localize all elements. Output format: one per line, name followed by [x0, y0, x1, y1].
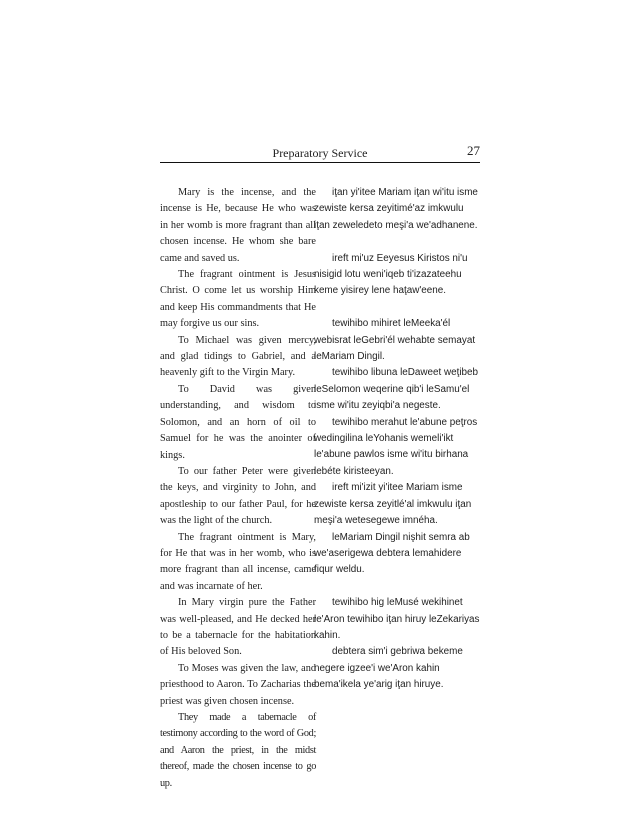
- english-paragraph: The fragrant ointment is Jesus Christ. O come let us worship Him and keep His commandments that He may forgive us our sins.: [160, 269, 316, 330]
- transliteration-paragraph: tewihibo hig leMusé wekihinet le'Aron tewihibo iţan hiruy leZekariyas kahin.: [314, 597, 480, 641]
- english-paragraph: To our father Peter were given the keys, and virginity to John, and apostleship to our father Paul, for he was the light of the church.: [160, 465, 316, 527]
- transliteration-paragraph: leMariam Dingil nişhit semra ab we'aserigewa debtera lemahidere fiqur weldu.: [314, 531, 470, 576]
- transliteration-paragraph: debtera sim'i gebriwa bekeme negere igzee'i we'Aron kahin bema'ikela ye'arig iţan hiruye.: [314, 646, 463, 691]
- english-column: [160, 185, 316, 792]
- running-head: [160, 144, 480, 162]
- transliteration-paragraph: tewihibo mihiret leMeeka'él webisrat leGebri'él wehabte semayat leMariam Dingil.: [314, 318, 476, 363]
- english-paragraph: In Mary virgin pure the Father was well-pleased, and He decked her to be a tabernacle for the habitation of His beloved Son.: [160, 597, 316, 658]
- transliteration-paragraph: ireft mi'uz Eeyesus Kiristos ni'u nisigid lotu weni'iqeb ti'izazateehu keme yisirey lene haţaw'eene.: [314, 252, 468, 297]
- english-paragraph: Mary is the incense, and the incense is He, because He who was in her womb is more fragrant than all chosen incense. He whom she bare came and saved us.: [160, 187, 316, 264]
- transliteration-column: [314, 185, 480, 694]
- transliteration-paragraph: ireft mi'izit yi'itee Mariam isme zewiste kersa zeyitlé'al imkwulu iţan meşi'a wetesegewe imnéha.: [314, 482, 472, 527]
- english-paragraph: To Moses was given the law, and priesthood to Aaron. To Zacharias the priest was given chosen incense.: [160, 662, 316, 707]
- english-paragraph: The fragrant ointment is Mary, for He that was in her womb, who is more fragrant than all incense, came and was incarnate of her.: [160, 531, 316, 592]
- english-paragraph: They made a tabernacle of testimony according to the word of God; and Aaron the priest, in the midst thereof, made the chosen incense to go up.: [160, 712, 316, 789]
- running-head-title: Preparatory Service: [272, 146, 368, 160]
- transliteration-paragraph: iţan yi'itee Mariam iţan wi'itu isme zewiste kersa zeyitimé'az imkwulu iţan zeweledeto meşi'a we'adhanene.: [314, 187, 478, 231]
- english-paragraph: To David was given understanding, and wisdom to Solomon, and an horn of oil to Samuel for he was the anointer of kings.: [160, 383, 316, 461]
- transliteration-paragraph: tewihibo libuna leDaweet weţibeb leSelomon weqerine qib'i leSamu'el isme wi'itu zeyiqbi'a negeste.: [314, 367, 479, 412]
- page-number: 27: [467, 143, 480, 158]
- transliteration-paragraph: tewihibo merahut le'abune peţros wedingilina leYohanis wemeli'ikt le'abune pawlos isme wi'itu birhana lebéte kiristeeyan.: [314, 416, 478, 477]
- english-paragraph: To Michael was given mercy, and glad tidings to Gabriel, and a heavenly gift to the Virgin Mary.: [160, 334, 316, 379]
- header-rule: [160, 162, 480, 163]
